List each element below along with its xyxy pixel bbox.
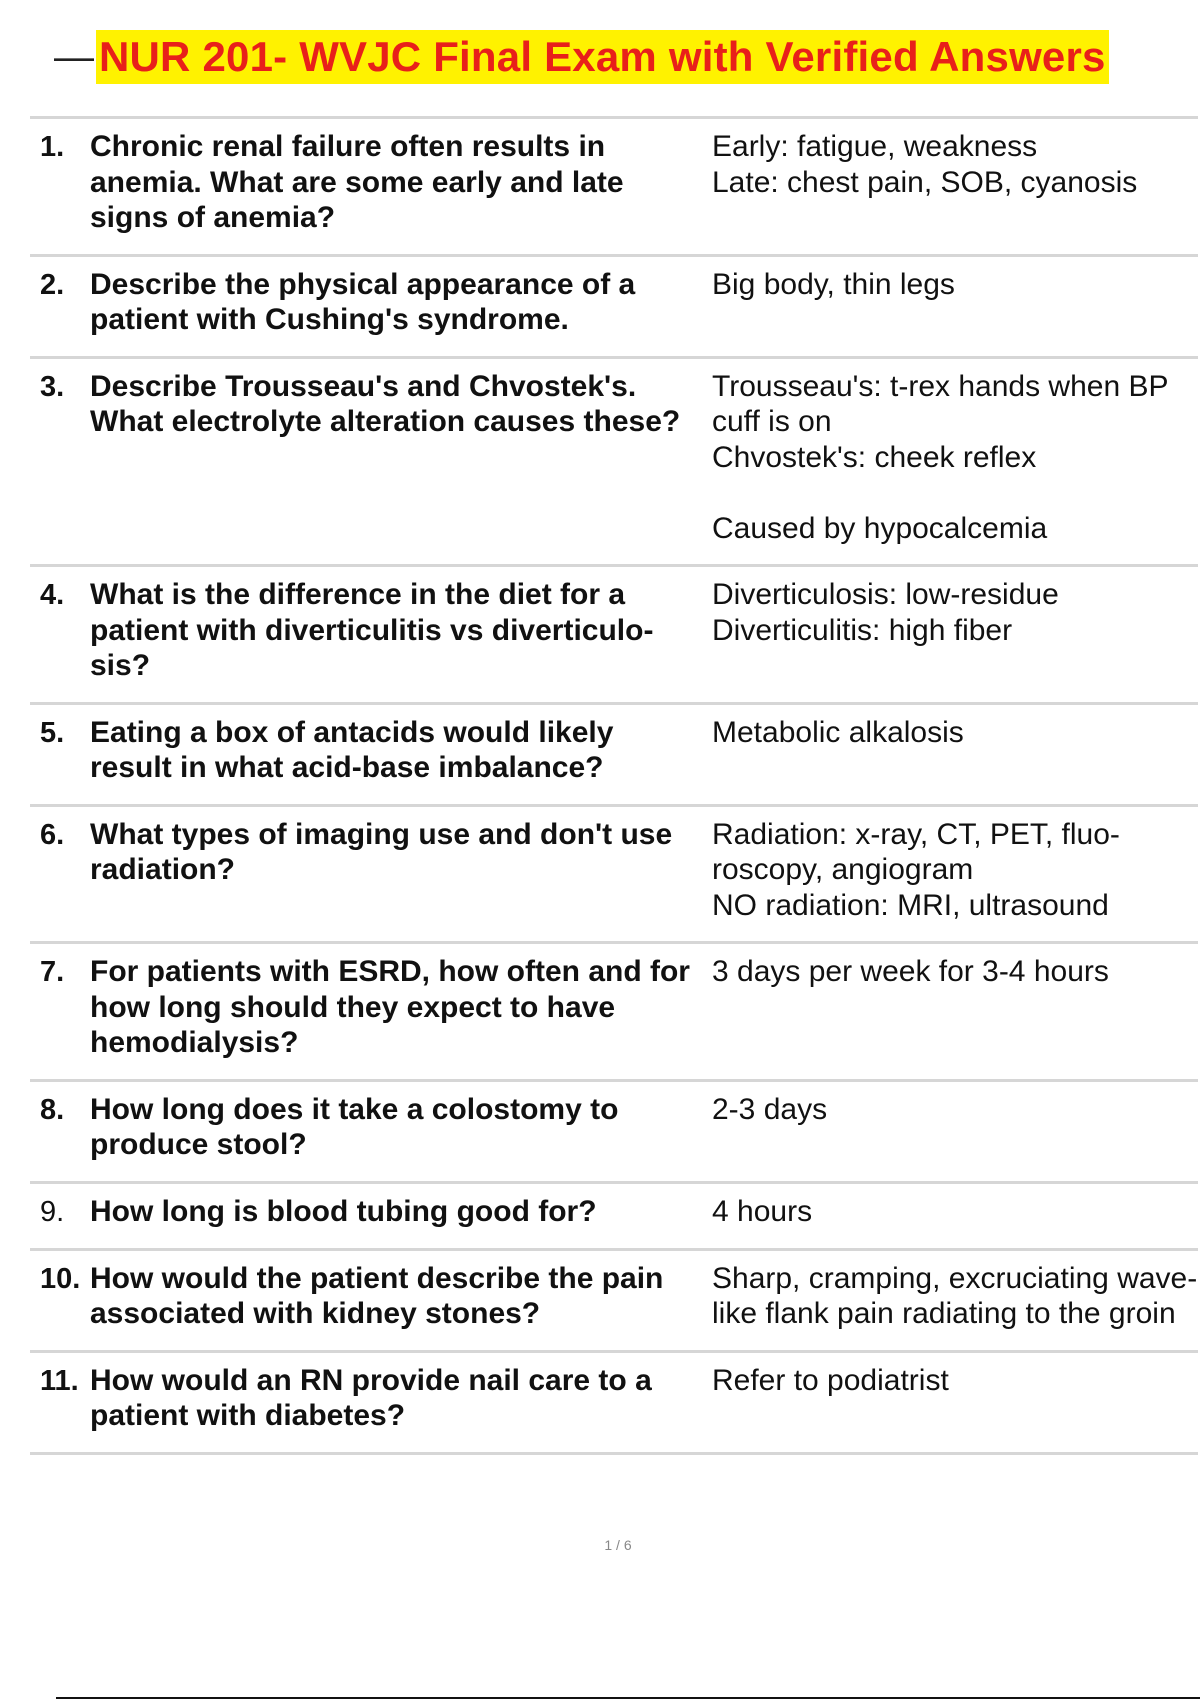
qa-row <box>30 944 1198 1082</box>
question-number: 11. <box>40 1364 79 1397</box>
question-number: 9. <box>40 1195 65 1228</box>
answer-text: Refer to podiatrist <box>712 1363 949 1397</box>
question-text: Chronic renal failure often results in anemia. What are some early and late signs of anemia? <box>90 130 624 234</box>
question-text: How long is blood tubing good for? <box>90 1194 597 1228</box>
qa-row <box>30 1082 1198 1184</box>
question-number: 2. <box>40 268 65 301</box>
question-text: What types of imaging use and don't use radiation? <box>90 817 673 886</box>
question-text: How long does it take a colostomy to produce stool? <box>90 1092 619 1161</box>
answer-text: 3 days per week for 3-4 hours <box>712 955 1109 988</box>
question-text: Describe Trousseau's and Chvostek's. What electrolyte alteration causes these? <box>90 369 681 438</box>
question-number: 5. <box>40 716 65 749</box>
document-title: NUR 201- WVJC Final Exam with Verified Answers <box>96 30 1109 84</box>
answer-text: 4 hours <box>712 1194 813 1228</box>
question-number: 4. <box>40 579 65 611</box>
answer-text: Big body, thin legs <box>712 267 955 301</box>
question-text: How would the patient describe the pain associated with kidney stones? <box>90 1261 664 1330</box>
question-number: 3. <box>40 370 65 403</box>
answer-text: Radiation: x-ray, CT, PET, fluo- roscopy, angiogram NO radiation: MRI, ultrasound <box>712 817 1120 922</box>
qa-row <box>30 119 1198 257</box>
question-text: Describe the physical appearance of a patient with Cushing's syndrome. <box>90 267 636 336</box>
answer-text: Early: fatigue, weakness Late: chest pain, SOB, cyanosis <box>712 130 1138 199</box>
question-text: How would an RN provide nail care to a patient with diabetes? <box>90 1363 652 1432</box>
answer-text: 2-3 days <box>712 1092 828 1126</box>
qa-row <box>30 1353 1198 1455</box>
question-number: 6. <box>40 818 65 851</box>
document-header <box>54 30 1109 84</box>
qa-table <box>30 116 1198 1455</box>
qa-row <box>30 359 1198 568</box>
question-text: For patients with ESRD, how often and for how long should they expect to have hemodialysis? <box>90 955 690 1059</box>
question-text: What is the difference in the diet for a patient with diverticulitis vs diverticulo- sis? <box>90 578 654 682</box>
answer-text: Trousseau's: t-rex hands when BP cuff is on Chvostek's: cheek reflex Caused by hypocalcemia <box>712 369 1168 545</box>
page-indicator: 1 / 6 <box>604 1537 632 1553</box>
qa-row <box>30 1184 1198 1251</box>
title-dash: — <box>54 35 94 79</box>
qa-row <box>30 1251 1198 1353</box>
answer-text: Metabolic alkalosis <box>712 715 964 749</box>
qa-row <box>30 705 1198 807</box>
qa-row <box>30 567 1198 705</box>
question-number: 10. <box>40 1262 81 1295</box>
question-text: Eating a box of antacids would likely result in what acid-base imbalance? <box>90 715 614 784</box>
answer-text: Sharp, cramping, excruciating wave-like flank pain radiating to the groin <box>712 1261 1198 1330</box>
question-number: 7. <box>40 956 65 988</box>
qa-row <box>30 257 1198 359</box>
question-number: 8. <box>40 1093 65 1126</box>
qa-row <box>30 807 1198 945</box>
page-bottom-divider <box>56 1697 1200 1699</box>
answer-text: Diverticulosis: low-residue Diverticulitis: high fiber <box>712 578 1059 647</box>
question-number: 1. <box>40 131 65 163</box>
